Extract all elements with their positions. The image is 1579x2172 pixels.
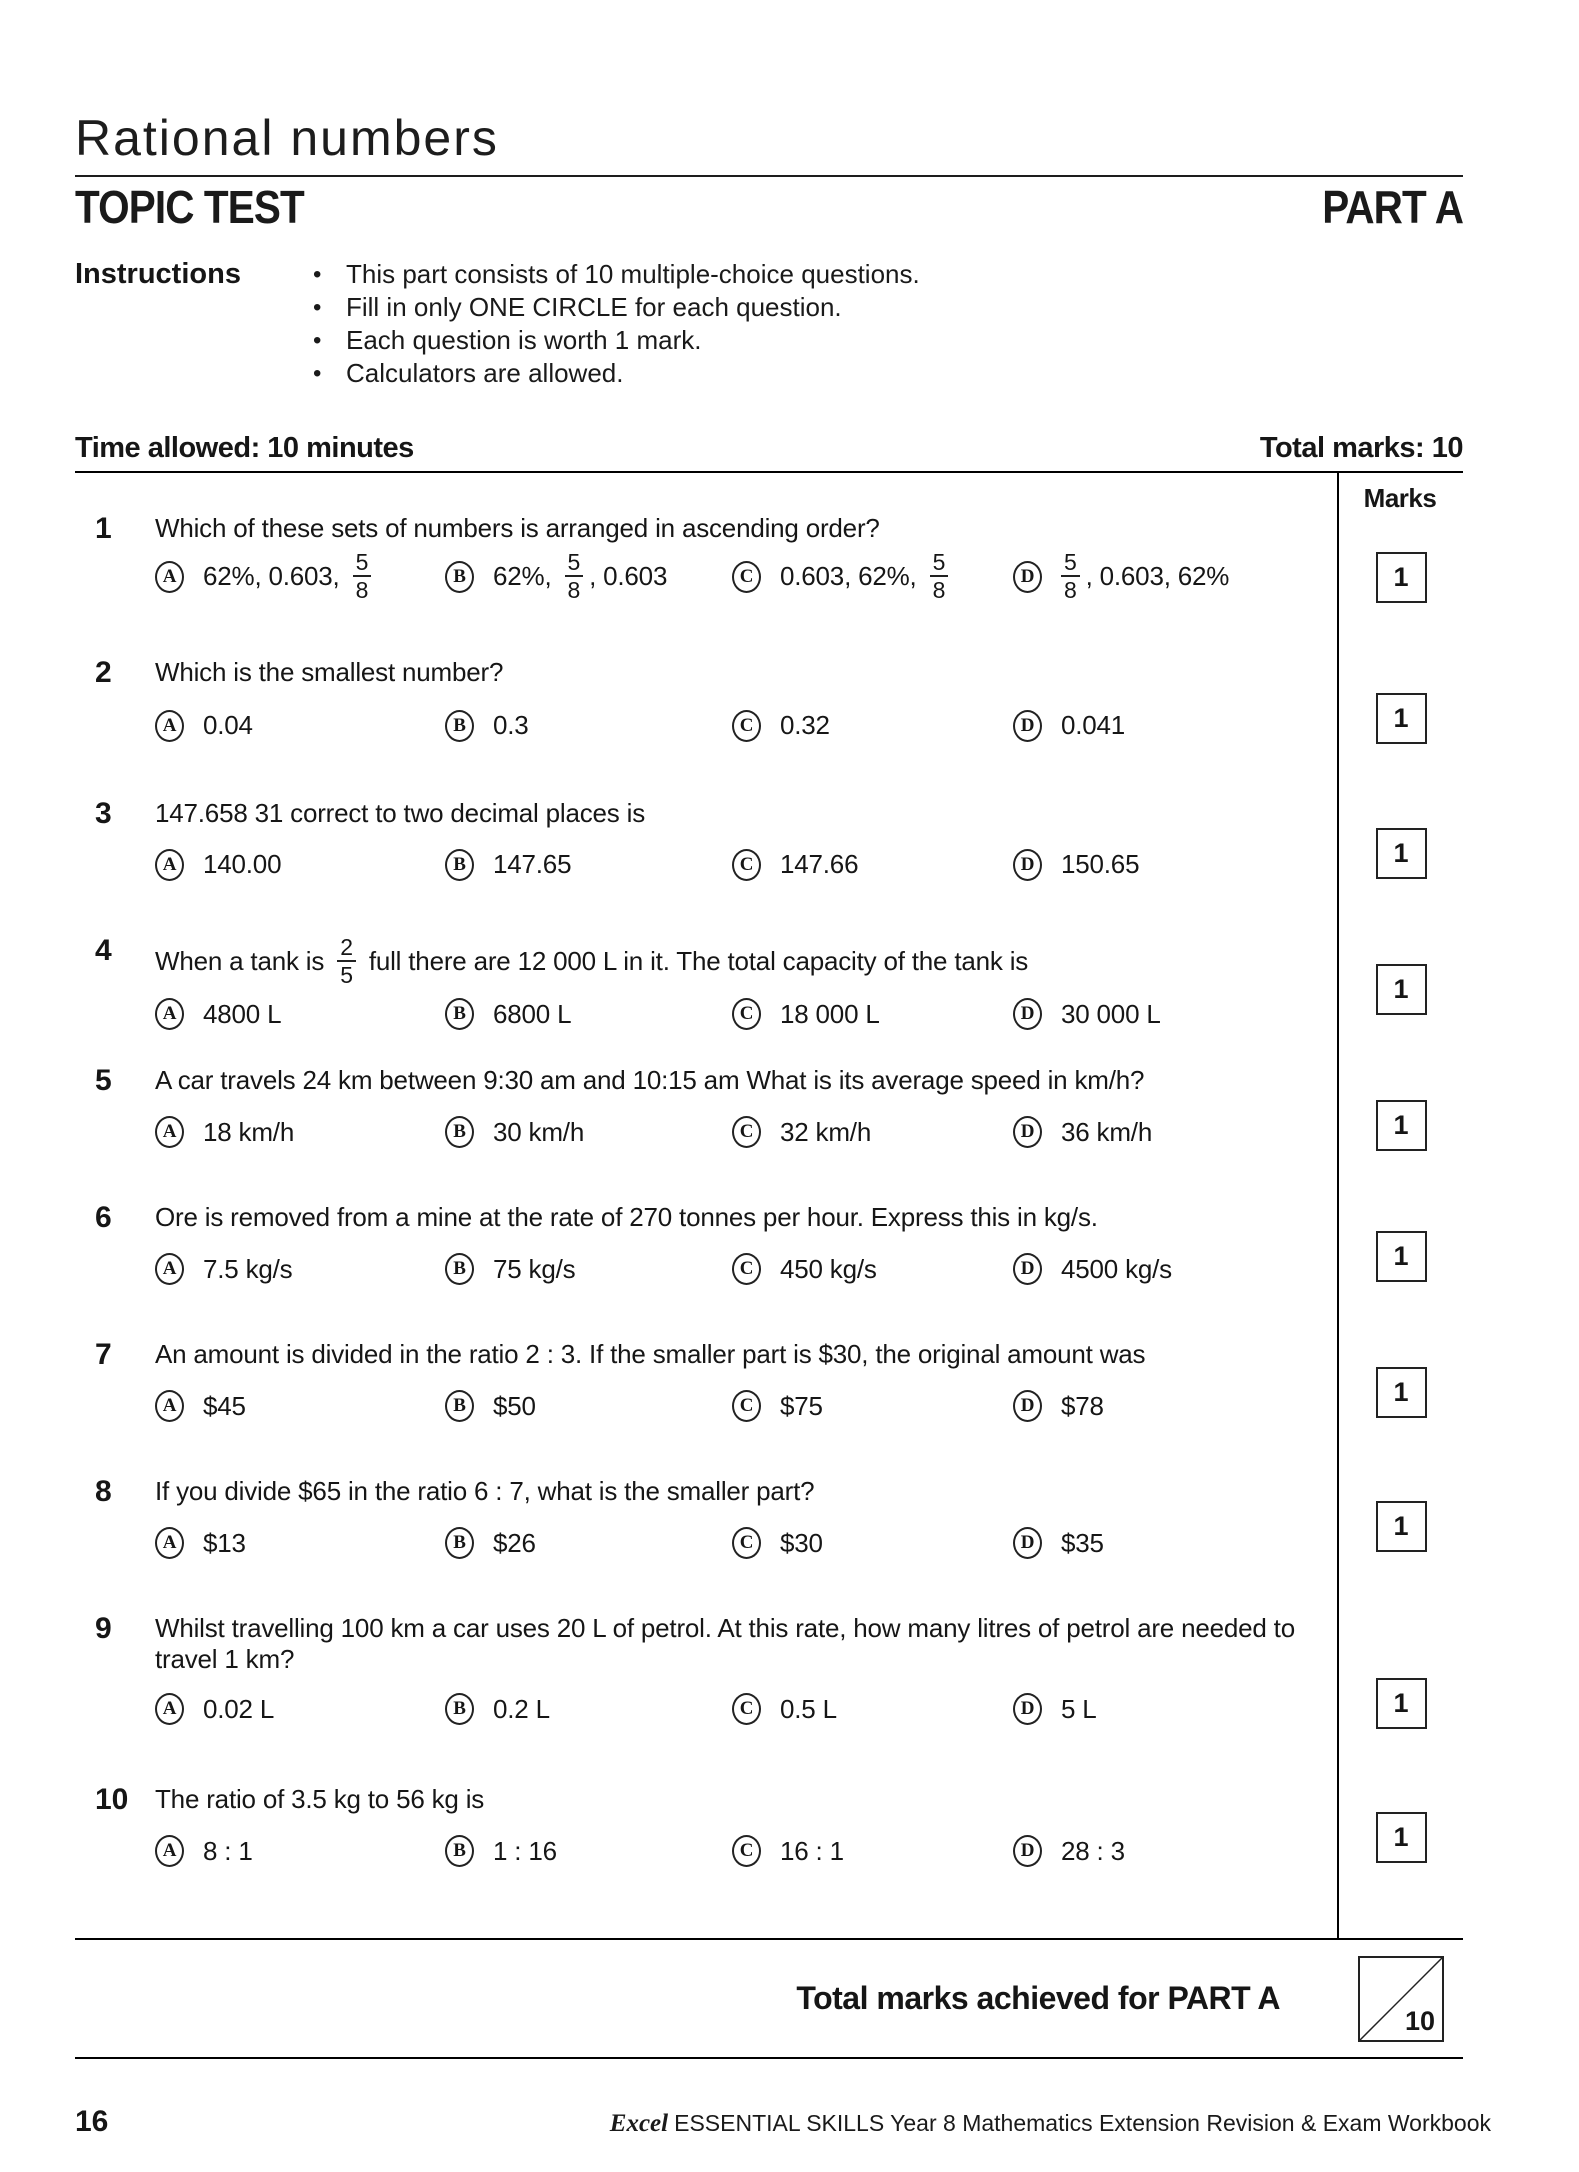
- marks-cell: [1337, 1065, 1463, 1202]
- bullet-icon: •: [313, 327, 322, 354]
- option-c: C 0.5 L: [732, 1693, 1013, 1725]
- instructions-label: Instructions: [75, 258, 241, 290]
- option-letter-circle: A: [155, 710, 184, 742]
- option-letter-circle: A: [155, 1390, 184, 1422]
- option-letter-circle: C: [732, 1253, 761, 1285]
- marks-cell: [1337, 1613, 1463, 1784]
- option-letter-circle: D: [1013, 1527, 1042, 1559]
- question-text: The ratio of 3.5 kg to 56 kg is: [155, 1784, 485, 1815]
- total-score-box: [1358, 1956, 1444, 2042]
- question-text: A car travels 24 km between 9:30 am and 10:15 am What is its average speed in km/h?: [155, 1065, 1145, 1096]
- option-b: B 147.65: [445, 849, 732, 881]
- option-d: D 36 km/h: [1013, 1116, 1321, 1148]
- mark-value-box: 1: [1376, 552, 1427, 603]
- options-row: [155, 1831, 1321, 1871]
- mark-value-box: 1: [1376, 1231, 1427, 1282]
- question-row-3: [75, 796, 1463, 929]
- option-b: B 0.2 L: [445, 1693, 732, 1725]
- option-a: A $13: [155, 1527, 445, 1559]
- mark-value-box: 1: [1376, 1812, 1427, 1863]
- option-letter-circle: A: [155, 1116, 184, 1148]
- topic-test-heading: TOPIC TEST: [75, 181, 304, 233]
- options-row: [155, 1523, 1321, 1563]
- page-footer: [75, 2105, 1491, 2139]
- option-letter-circle: B: [445, 1527, 474, 1559]
- question-row-1: [75, 473, 1463, 657]
- question-row-7: [75, 1339, 1463, 1476]
- bullet-icon: •: [313, 261, 322, 288]
- option-c: C $30: [732, 1527, 1013, 1559]
- options-row: [155, 550, 1321, 604]
- marks-cell: [1337, 1202, 1463, 1339]
- option-b: B $26: [445, 1527, 732, 1559]
- option-c: C $75: [732, 1390, 1013, 1422]
- option-letter-circle: B: [445, 849, 474, 881]
- question-number: 9: [95, 1612, 112, 1646]
- instructions-block: [75, 258, 1463, 390]
- fraction: $\frac{5}{8}$: [353, 550, 372, 604]
- option-b: B 1 : 16: [445, 1835, 732, 1867]
- question-text: Which of these sets of numbers is arranged in ascending order?: [155, 513, 880, 543]
- topic-header: [75, 181, 1463, 233]
- option-a: A 62%, 0.603, $\frac{5}{8}$: [155, 550, 445, 604]
- question-row-8: [75, 1476, 1463, 1613]
- total-marks: Total marks: 10: [1259, 432, 1463, 464]
- option-letter-circle: D: [1013, 710, 1042, 742]
- option-d: D 30 000 L: [1013, 998, 1321, 1030]
- question-number: 10: [95, 1783, 129, 1817]
- question-row-2: [75, 657, 1463, 796]
- question-table: [75, 471, 1463, 1940]
- fraction: $\frac{5}{8}$: [1061, 550, 1080, 604]
- options-row: [155, 1689, 1321, 1729]
- question-number: 5: [95, 1064, 112, 1098]
- option-letter-circle: C: [732, 710, 761, 742]
- option-d: D $78: [1013, 1390, 1321, 1422]
- question-text: Which is the smallest number?: [155, 656, 504, 687]
- question-text: Ore is removed from a mine at the rate of 270 tonnes per hour. Express this in kg/s.: [155, 1202, 1098, 1233]
- marks-cell: [1337, 1784, 1463, 1938]
- option-a: A 140.00: [155, 849, 445, 881]
- bullet-icon: •: [313, 360, 322, 387]
- option-b: B 30 km/h: [445, 1116, 732, 1148]
- options-row: [155, 1386, 1321, 1426]
- marks-cell: [1337, 796, 1463, 929]
- total-marks-row: [75, 1940, 1463, 2057]
- mark-value-box: 1: [1376, 693, 1427, 744]
- option-a: A 7.5 kg/s: [155, 1253, 445, 1285]
- option-b: B 75 kg/s: [445, 1253, 732, 1285]
- option-letter-circle: B: [445, 1835, 474, 1867]
- option-letter-circle: D: [1013, 998, 1042, 1030]
- option-letter-circle: B: [445, 1253, 474, 1285]
- options-row: [155, 1112, 1321, 1152]
- option-letter-circle: D: [1013, 1116, 1042, 1148]
- option-letter-circle: A: [155, 561, 184, 593]
- time-allowed: Time allowed: 10 minutes: [75, 432, 414, 464]
- question-number: 8: [95, 1475, 112, 1509]
- option-a: A 4800 L: [155, 998, 445, 1030]
- page-number: 16: [75, 2105, 109, 2139]
- bottom-divider: [75, 2057, 1463, 2059]
- title-divider: [75, 175, 1463, 177]
- option-letter-circle: D: [1013, 1693, 1042, 1725]
- option-letter-circle: B: [445, 561, 474, 593]
- footer-text: Excel ESSENTIAL SKILLS Year 8 Mathematics Extension Revision & Exam Workbook: [609, 2110, 1491, 2138]
- instruction-item: • Each question is worth 1 mark.: [313, 325, 702, 355]
- option-a: A 18 km/h: [155, 1116, 445, 1148]
- part-a-heading: PART A: [1322, 181, 1463, 233]
- page-title: Rational numbers: [75, 110, 499, 166]
- option-letter-circle: D: [1013, 1835, 1042, 1867]
- option-c: C 147.66: [732, 849, 1013, 881]
- option-letter-circle: D: [1013, 1390, 1042, 1422]
- options-row: [155, 994, 1321, 1034]
- marks-cell: [1337, 1339, 1463, 1476]
- mark-value-box: 1: [1376, 1678, 1427, 1729]
- marks-cell: [1337, 929, 1463, 1066]
- question-number: 7: [95, 1338, 112, 1372]
- option-letter-circle: A: [155, 1835, 184, 1867]
- total-marks-label: Total marks achieved for PART A: [796, 1980, 1280, 2017]
- option-letter-circle: B: [445, 998, 474, 1030]
- option-letter-circle: B: [445, 1116, 474, 1148]
- option-letter-circle: C: [732, 1835, 761, 1867]
- time-marks-row: [75, 432, 1463, 471]
- option-letter-circle: C: [732, 561, 761, 593]
- question-text: If you divide $65 in the ratio 6 : 7, what is the smaller part?: [155, 1476, 815, 1507]
- options-row: [155, 845, 1321, 885]
- marks-cell: [1337, 657, 1463, 796]
- question-text: Whilst travelling 100 km a car uses 20 L of petrol. At this rate, how many litres of petrol are needed to travel 1 km?: [155, 1613, 1295, 1675]
- mark-value-box: 1: [1376, 1501, 1427, 1552]
- option-a: A $45: [155, 1390, 445, 1422]
- option-b: B 6800 L: [445, 998, 732, 1030]
- option-d: D $35: [1013, 1527, 1321, 1559]
- option-a: A 0.02 L: [155, 1693, 445, 1725]
- marks-cell: [1337, 1476, 1463, 1613]
- marks-column-header: Marks: [1363, 483, 1437, 513]
- question-row-10: [75, 1784, 1463, 1938]
- option-letter-circle: B: [445, 1693, 474, 1725]
- option-a: A 0.04: [155, 710, 445, 742]
- option-b: B $50: [445, 1390, 732, 1422]
- options-row: [155, 1249, 1321, 1289]
- question-text: 147.658 31 correct to two decimal places is: [155, 797, 645, 828]
- question-number: 6: [95, 1201, 112, 1235]
- option-b: B 62%, $\frac{5}{8}$ , 0.603: [445, 550, 732, 604]
- option-d: D 5 L: [1013, 1693, 1321, 1725]
- option-d: D 0.041: [1013, 710, 1321, 742]
- option-letter-circle: B: [445, 1390, 474, 1422]
- option-letter-circle: D: [1013, 1253, 1042, 1285]
- option-d: D 150.65: [1013, 849, 1321, 881]
- option-b: B 0.3: [445, 710, 732, 742]
- question-number: 2: [95, 655, 112, 689]
- fraction: $\frac{5}{8}$: [930, 550, 949, 604]
- mark-value-box: 1: [1376, 1100, 1427, 1151]
- option-c: C 0.603, 62%, $\frac{5}{8}$: [732, 550, 1013, 604]
- option-c: C 32 km/h: [732, 1116, 1013, 1148]
- option-letter-circle: C: [732, 998, 761, 1030]
- mark-value-box: 1: [1376, 964, 1427, 1015]
- option-letter-circle: A: [155, 998, 184, 1030]
- option-letter-circle: A: [155, 849, 184, 881]
- option-letter-circle: C: [732, 1116, 761, 1148]
- option-c: C 0.32: [732, 710, 1013, 742]
- option-d: D 28 : 3: [1013, 1835, 1321, 1867]
- option-a: A 8 : 1: [155, 1835, 445, 1867]
- question-text: When a tank is $\frac{2}{5}$ full there are 12 000 L in it. The total capacity of the tank is: [155, 933, 1029, 988]
- option-c: C 450 kg/s: [732, 1253, 1013, 1285]
- option-d: D $\frac{5}{8}$ , 0.603, 62%: [1013, 550, 1321, 604]
- option-d: D 4500 kg/s: [1013, 1253, 1321, 1285]
- option-letter-circle: C: [732, 849, 761, 881]
- option-c: C 16 : 1: [732, 1835, 1013, 1867]
- options-row: [155, 706, 1321, 746]
- instructions-list: [313, 258, 920, 390]
- option-letter-circle: A: [155, 1693, 184, 1725]
- mark-value-box: 1: [1376, 1367, 1427, 1418]
- option-letter-circle: C: [732, 1693, 761, 1725]
- option-letter-circle: D: [1013, 561, 1042, 593]
- option-letter-circle: A: [155, 1527, 184, 1559]
- instruction-item: • Fill in only ONE CIRCLE for each question.: [313, 292, 842, 322]
- instruction-item: • Calculators are allowed.: [313, 358, 624, 388]
- total-denominator: 10: [1404, 2005, 1435, 2036]
- question-row-9: [75, 1613, 1463, 1784]
- footer-brand: Excel: [609, 2110, 669, 2138]
- fraction: $\frac{2}{5}$: [337, 935, 356, 989]
- question-row-4: [75, 929, 1463, 1066]
- instruction-item: • This part consists of 10 multiple-choice questions.: [313, 259, 920, 289]
- question-text: An amount is divided in the ratio 2 : 3. If the smaller part is $30, the original amount was: [155, 1339, 1146, 1370]
- option-letter-circle: B: [445, 710, 474, 742]
- fraction: $\frac{5}{8}$: [565, 550, 584, 604]
- question-number: 3: [95, 796, 112, 830]
- question-row-5: [75, 1065, 1463, 1202]
- bullet-icon: •: [313, 294, 322, 321]
- option-letter-circle: C: [732, 1390, 761, 1422]
- question-number: 4: [95, 933, 112, 967]
- option-letter-circle: A: [155, 1253, 184, 1285]
- question-number: 1: [95, 512, 112, 545]
- mark-value-box: 1: [1376, 828, 1427, 879]
- option-c: C 18 000 L: [732, 998, 1013, 1030]
- option-letter-circle: C: [732, 1527, 761, 1559]
- option-letter-circle: D: [1013, 849, 1042, 881]
- question-row-6: [75, 1202, 1463, 1339]
